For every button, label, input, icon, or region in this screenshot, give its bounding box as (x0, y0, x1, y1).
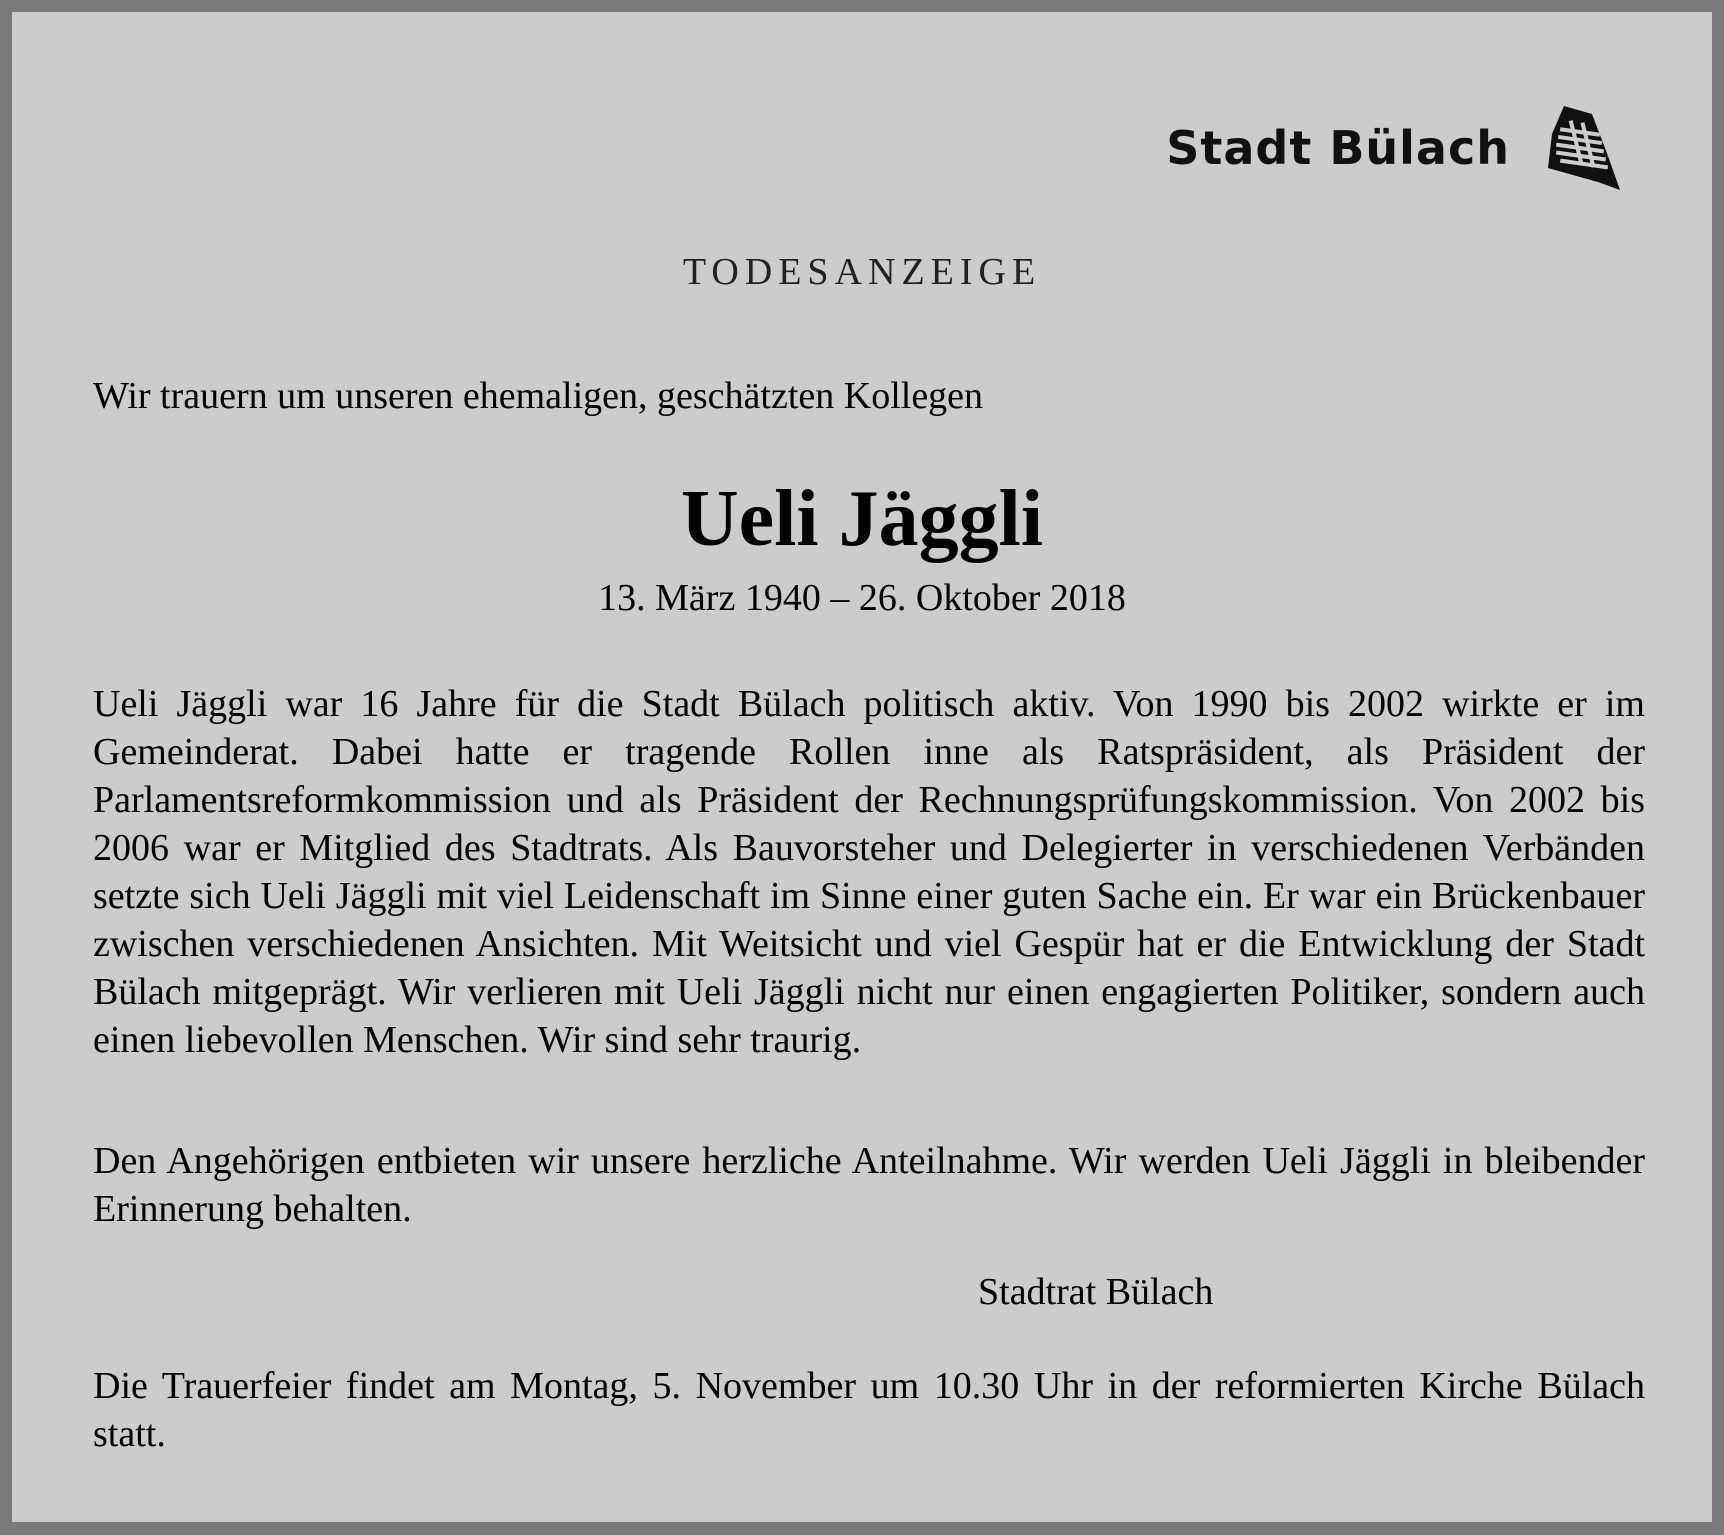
city-logo (1166, 104, 1620, 192)
signature: Stadtrat Bülach (978, 1271, 1214, 1313)
condolence-paragraph: Den Angehörigen entbieten wir unsere herzliche Anteilnahme. Wir werden Ueli Jäggli in bleibender Erinnerung behalten. (93, 1140, 1645, 1230)
obituary-sheet (12, 12, 1712, 1522)
logo-text: Stadt Bülach (1166, 121, 1510, 175)
city-crest-icon (1546, 104, 1620, 192)
ceremony-paragraph: Die Trauerfeier findet am Montag, 5. November um 10.30 Uhr in der reformierten Kirche Bülach statt. (93, 1365, 1645, 1455)
deceased-name: Ueli Jäggli (680, 475, 1044, 563)
notice-heading: TODESANZEIGE (682, 251, 1042, 293)
life-dates: 13. März 1940 – 26. Oktober 2018 (598, 577, 1126, 619)
intro-line: Wir trauern um unseren ehemaligen, geschätzten Kollegen (93, 375, 984, 417)
biography-paragraph: Ueli Jäggli war 16 Jahre für die Stadt Bülach politisch aktiv. Von 1990 bis 2002 wirkte er im Gemeinderat. Dabei hatte er tragende Rollen inne als Ratspräsident, als Präsident der Parlamentsreformkommission und als Präsident der Rechnungsprüfungskommission. Von 2002 bis 2006 war er Mitglied des Stadtrats. Als Bauvorsteher und Delegierter in verschiedenen Verbänden setzte sich Ueli Jäggli mit viel Leidenschaft im Sinne einer guten Sache ein. Er war ein Brückenbauer zwischen verschiedenen Ansichten. Mit Weitsicht und viel Gespür hat er die Entwicklung der Stadt Bülach mitgeprägt. Wir verlieren mit Ueli Jäggli nicht nur einen engagierten Politiker, sondern auch einen liebevollen Menschen. Wir sind sehr traurig. (93, 683, 1645, 1061)
